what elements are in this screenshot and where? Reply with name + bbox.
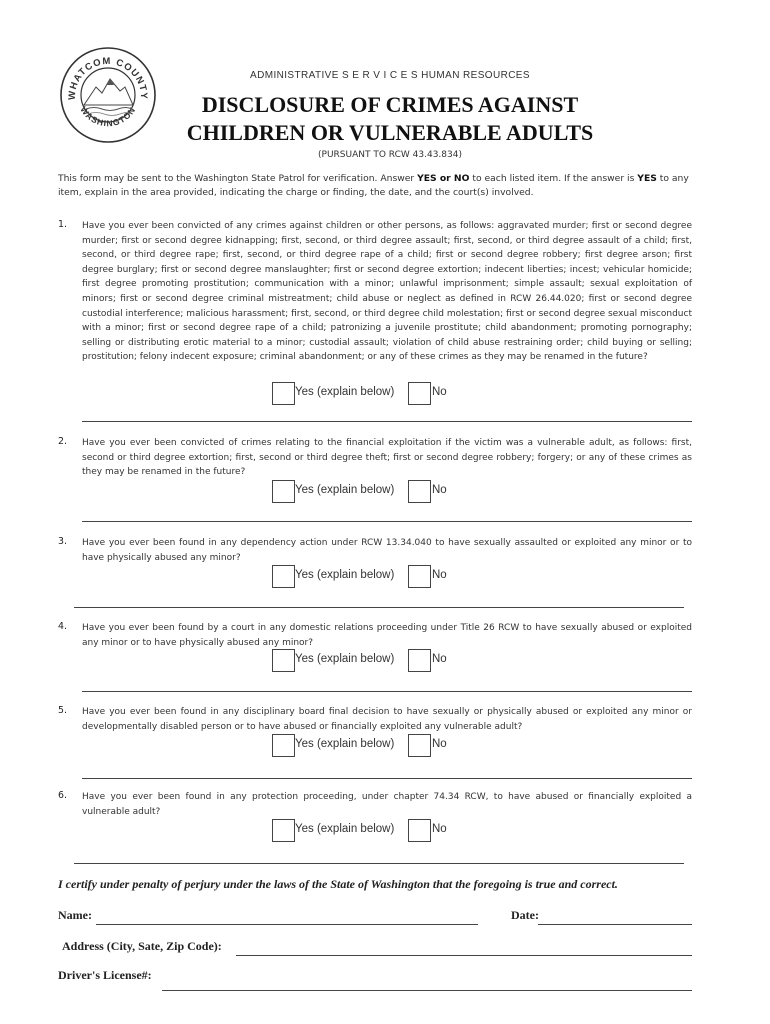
explanation-line-4[interactable] (82, 691, 692, 692)
explanation-line-5[interactable] (82, 778, 692, 779)
no-checkbox[interactable] (408, 565, 431, 588)
no-checkbox[interactable] (408, 819, 431, 842)
no-label: No (432, 569, 447, 581)
yes-checkbox[interactable] (272, 649, 295, 672)
explanation-line-1[interactable] (82, 421, 692, 422)
no-checkbox[interactable] (408, 382, 431, 405)
no-checkbox[interactable] (408, 480, 431, 503)
name-field[interactable] (96, 924, 478, 925)
yes-checkbox[interactable] (272, 480, 295, 503)
date-field[interactable] (538, 924, 692, 925)
question-5-text: Have you ever been found in any disciplinary board final decision to have sexually or physically abused or exploited any minor or developmentally disabled person or to have abused or financially exploited any vulnerable adult? (82, 707, 692, 732)
question-number: 5. (58, 705, 67, 716)
explanation-line-2[interactable] (82, 521, 692, 522)
explanation-line-6[interactable] (74, 863, 684, 864)
yes-label: Yes (explain below) (295, 569, 395, 581)
yes-checkbox[interactable] (272, 734, 295, 757)
yes-label: Yes (explain below) (295, 484, 395, 496)
no-label: No (432, 386, 447, 398)
no-checkbox[interactable] (408, 734, 431, 757)
address-label: Address (City, Sate, Zip Code): (62, 939, 222, 953)
intro-instructions: This form may be sent to the Washington State Patrol for verification. Answer YES or NO to each listed item. If the answer is YES to any item, explain in the area provided, indicating the charge or finding, the date, and the court(s) involved. (58, 173, 689, 198)
question-5-options (272, 734, 472, 758)
date-label: Date: (511, 908, 539, 922)
seal-top-text: WHATCOM COUNTY (66, 55, 150, 101)
question-2-text: Have you ever been convicted of crimes relating to the financial exploitation if the victim was a vulnerable adult, as follows: first, second or third degree extortion; first, second or third degree theft; first or second degree robbery; forgery; or any of these crimes as they may be renamed in the future? (82, 438, 692, 478)
certification-statement: I certify under penalty of perjury under the laws of the State of Washington that the foregoing is true and correct. (58, 877, 618, 891)
question-number: 3. (58, 536, 67, 547)
seal-bottom-text: WASHINGTON (78, 104, 138, 129)
question-number: 1. (58, 219, 67, 230)
no-checkbox[interactable] (408, 649, 431, 672)
question-6-text: Have you ever been found in any protection proceeding, under chapter 74.34 RCW, to have abused or financially exploited a vulnerable adult? (82, 792, 692, 817)
address-field[interactable] (236, 955, 692, 956)
question-3-text: Have you ever been found in any dependency action under RCW 13.34.040 to have sexually assaulted or exploited any minor or to have physically abused any minor? (82, 538, 692, 563)
no-label: No (432, 653, 447, 665)
yes-checkbox[interactable] (272, 382, 295, 405)
yes-checkbox[interactable] (272, 819, 295, 842)
yes-checkbox[interactable] (272, 565, 295, 588)
form-title-line-1: DISCLOSURE OF CRIMES AGAINST (201, 92, 579, 117)
yes-label: Yes (explain below) (295, 738, 395, 750)
form-title-line-2: CHILDREN OR VULNERABLE ADULTS (186, 120, 594, 145)
explanation-line-3[interactable] (74, 607, 684, 608)
department-name: ADMINISTRATIVE S E R V I C E S HUMAN RESOURCES (250, 70, 530, 81)
question-1-text: Have you ever been convicted of any crimes against children or other persons, as follows: aggravated murder; first or second degree murder; first or second degree kidnapping; first, second, or third degree assault; first, second, or third degree assault of a child; first, second, or third degree rape; first, second, or third degree rape of a child; first or second degree robbery; first degree arson; first degree burglary; first or second degree manslaughter; first or second degree extortion; indecent liberties; incest; vehicular homicide; first degree promoting prostitution; communication with a minor; unlawful imprisonment; simple assault; sexual exploitation of minors; first or second degree criminal mistreatment; child abuse or neglect as defined in RCW 26.44.020; first or second degree custodial interference; malicious harassment; first, second, or third degree child molestation; first or second degree sexual misconduct with a minor; first or second degree rape of a child; patronizing a juvenile prostitute; child abandonment; promoting pornography; selling or distributing erotic material to a minor; custodial assault; violation of child abuse restraining order; child buying or selling; prostitution; felony indecent exposure; criminal abandonment; or any of these crimes as they may be renamed in the future? (82, 221, 692, 363)
question-number: 6. (58, 790, 67, 801)
question-1-options (272, 382, 472, 406)
yes-label: Yes (explain below) (295, 823, 395, 835)
drivers-license-label: Driver's License#: (58, 968, 152, 982)
question-6-options (272, 819, 472, 843)
question-2-options (272, 480, 472, 504)
question-4-options (272, 649, 472, 673)
no-label: No (432, 823, 447, 835)
question-4-text: Have you ever been found by a court in any domestic relations proceeding under Title 26 RCW to have sexually abused or exploited any minor or to have physically abused any minor? (82, 623, 692, 648)
yes-label: Yes (explain below) (295, 386, 395, 398)
pursuant-statute: (PURSUANT TO RCW 43.43.834) (318, 150, 462, 160)
drivers-license-field[interactable] (162, 990, 692, 991)
question-number: 4. (58, 621, 67, 632)
no-label: No (432, 738, 447, 750)
yes-label: Yes (explain below) (295, 653, 395, 665)
no-label: No (432, 484, 447, 496)
question-3-options (272, 565, 472, 589)
question-number: 2. (58, 436, 67, 447)
name-label: Name: (58, 908, 92, 922)
